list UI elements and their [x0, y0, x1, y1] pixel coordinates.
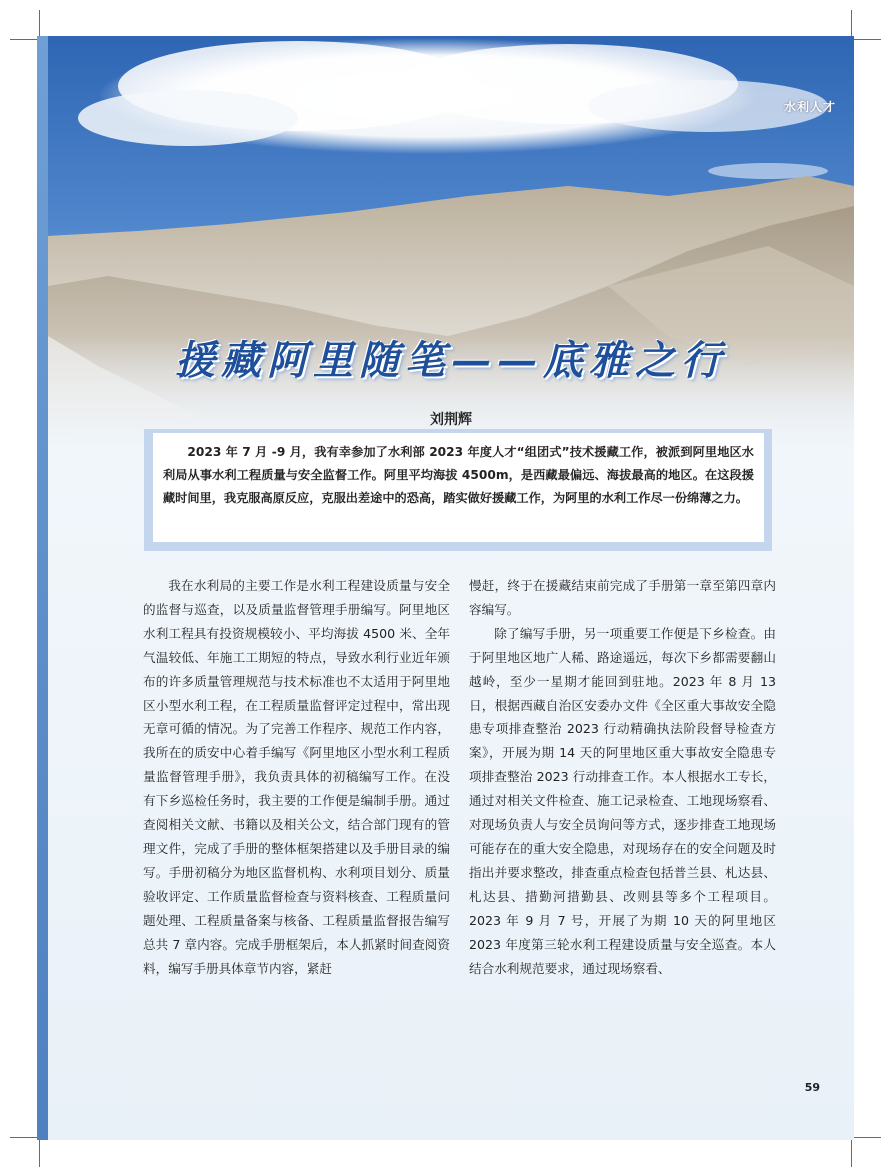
- hero-landscape-image: [48, 36, 854, 456]
- abstract-box: 2023 年 7 月 -9 月，我有幸参加了水利部 2023 年度人才“组团式”技术援藏工作，被派到阿里地区水利局从事水利工程质量与安全监督工作。阿里平均海拔 4500m，是西藏最偏远、海拔最高的地区。在这段援藏时间里，我克服高原反应，克服出差途中的恐高，踏实做好援藏工作，为阿里的水利工作尽一份绵薄之力。: [153, 433, 764, 542]
- body-column-right: [469, 574, 776, 980]
- paragraph: 除了编写手册，另一项重要工作便是下乡检查。由于阿里地区地广人稀、路途遥远，每次下乡都需要翻山越岭，至少一星期才能回到驻地。2023 年 8 月 13 日，根据西藏自治区安委办文件《全区重大事故安全隐患专项排查整治 2023 行动精确执法阶段督导检查方案》，开展为期 14 天的阿里地区重大事故安全隐患专项排查整治 2023 行动排查工作。本人根据水工专长，通过对相关文件检查、施工记录检查、工地现场察看、对现场负责人与安全员询问等方式，逐步排查工地现场可能存在的重大安全隐患，对现场存在的安全问题及时指出并要求整改，排查重点检查包括普兰县、札达县、札达县、措勤河措勤县、改则县等多个工程项目。2023 年 9 月 7 号，开展了为期 10 天的阿里地区 2023 年度第三轮水利工程建设质量与安全巡查。本人结合水利规范要求，通过现场察看、: [469, 625, 776, 976]
- crop-mark: [851, 39, 881, 40]
- article-title: 援藏阿里随笔——底雅之行: [175, 337, 727, 384]
- paragraph-continued: 慢赶，终于在援藏结束前完成了手册第一章至第四章内容编写。: [469, 578, 776, 617]
- mountain-sky-illustration: [48, 36, 854, 456]
- article-author: 刘荆辉: [430, 412, 472, 428]
- body-column-left: [143, 574, 450, 980]
- page-spine-bar: [37, 36, 48, 1140]
- page-number: 59: [804, 1081, 820, 1094]
- paragraph: 我在水利局的主要工作是水利工程建设质量与安全的监督与巡查，以及质量监督管理手册编写。阿里地区水利工程具有投资规模较小、平均海拔 4500 米、全年气温较低、年施工工期短的特点，导致水利行业近年颁布的许多质量管理规范与技术标准也不太适用于阿里地区小型水利工程，在工程质量监督评定过程中，常出现无章可循的情况。为了完善工作程序、规范工作内容，我所在的质安中心着手编写《阿里地区小型水利工程质量监督管理手册》，我负责具体的初稿编写工作。在没有下乡巡检任务时，我主要的工作便是编制手册。通过查阅相关文献、书籍以及相关公文，结合部门现有的管理文件，完成了手册的整体框架搭建以及手册目录的编写。手册初稿分为地区监督机构、水利项目划分、质量验收评定、工作质量监督检查与资料核查、工程质量问题处理、工程质量备案与核备、工程质量监督报告编写总共 7 章内容。完成手册框架后，本人抓紧时间查阅资料，编写手册具体章节内容，紧赶: [143, 578, 450, 976]
- section-label: 水利人才: [783, 100, 836, 114]
- crop-mark: [851, 1137, 852, 1167]
- crop-mark: [10, 39, 40, 40]
- crop-mark: [10, 1137, 40, 1138]
- crop-mark: [39, 1137, 40, 1167]
- magazine-page: [48, 36, 854, 1140]
- crop-mark: [851, 1137, 881, 1138]
